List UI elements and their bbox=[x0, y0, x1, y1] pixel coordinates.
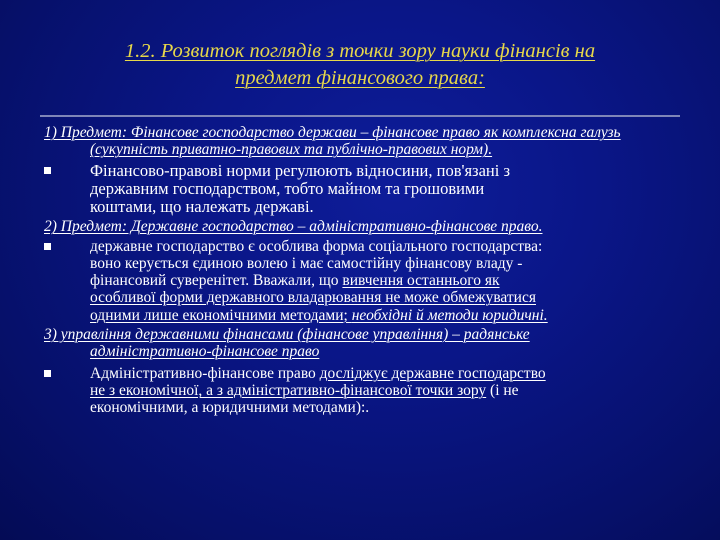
section-2-line-3-plain: фінансовий суверенітет. Вважали, що bbox=[90, 272, 343, 290]
section-2-line-3-underlined: вивчення останнього як bbox=[342, 272, 500, 290]
section-3-bullet-line-3: економічними, а юридичними методами):. bbox=[90, 399, 370, 417]
title-line-1: 1.2. Розвиток поглядів з точки зору науки фінансів на bbox=[124, 40, 596, 62]
section-3-line-1-underlined: досліджує державне господарство bbox=[319, 364, 546, 382]
section-1-bullet-line-3: коштами, що належать державі. bbox=[90, 197, 314, 216]
section-2-bullet-line-3 bbox=[90, 272, 674, 289]
section-1-heading: 1) Предмет: Фінансове господарство держави – фінансове право як комплексна галузь bbox=[44, 124, 621, 141]
section-1-bullet bbox=[44, 162, 674, 217]
section-3-bullet-line-2 bbox=[90, 382, 674, 399]
slide-title bbox=[40, 38, 680, 92]
section-3-heading: 3) управління державними фінансами (фінансове управління) – радянське bbox=[44, 325, 530, 343]
section-2-bullet bbox=[44, 238, 674, 324]
section-2-line-5-italic: необхідні й методи юридичні. bbox=[351, 306, 548, 324]
section-3-heading-cont: адміністративно-фінансове право bbox=[90, 343, 320, 361]
section-2-bullet-line-5 bbox=[90, 307, 674, 324]
title-divider bbox=[40, 115, 680, 117]
section-1-bullet-line-2: державним господарством, тобто майном та грошовими bbox=[90, 178, 485, 198]
section-3-line-2-underlined: не з економічної, а з адміністративно-фінансової точки зору bbox=[90, 381, 487, 399]
square-bullet-icon bbox=[44, 370, 51, 377]
section-1-bullet-line-1: Фінансово-правові норми регулюють відносини, пов'язані з bbox=[90, 160, 510, 180]
section-2-bullet-line-2: воно керується єдиною волею і має самостійну фінансову владу - bbox=[90, 254, 523, 272]
section-2-bullet-line-1: державне господарство є особлива форма соціального господарства: bbox=[90, 237, 543, 255]
section-2-heading: 2) Предмет: Державне господарство – адміністративно-фінансове право. bbox=[44, 218, 543, 236]
title-line-2: предмет фінансового права: bbox=[235, 67, 485, 89]
section-2-bullet-line-4: особливої форми державного владарювання не може обмежуватися bbox=[90, 289, 536, 307]
section-3-bullet-line-1 bbox=[90, 365, 674, 382]
slide-body bbox=[44, 124, 674, 416]
square-bullet-icon bbox=[44, 243, 51, 250]
section-2-line-5-underlined: одними лише економічними методами; bbox=[90, 306, 352, 324]
square-bullet-icon bbox=[44, 167, 51, 174]
section-1-heading-cont: (сукупність приватно-правових та публічно-правових норм). bbox=[90, 141, 493, 159]
section-3-line-1-plain: Адміністративно-фінансове право bbox=[90, 364, 320, 382]
section-3-line-2-plain: (і не bbox=[486, 381, 519, 399]
section-3-bullet bbox=[44, 365, 674, 417]
